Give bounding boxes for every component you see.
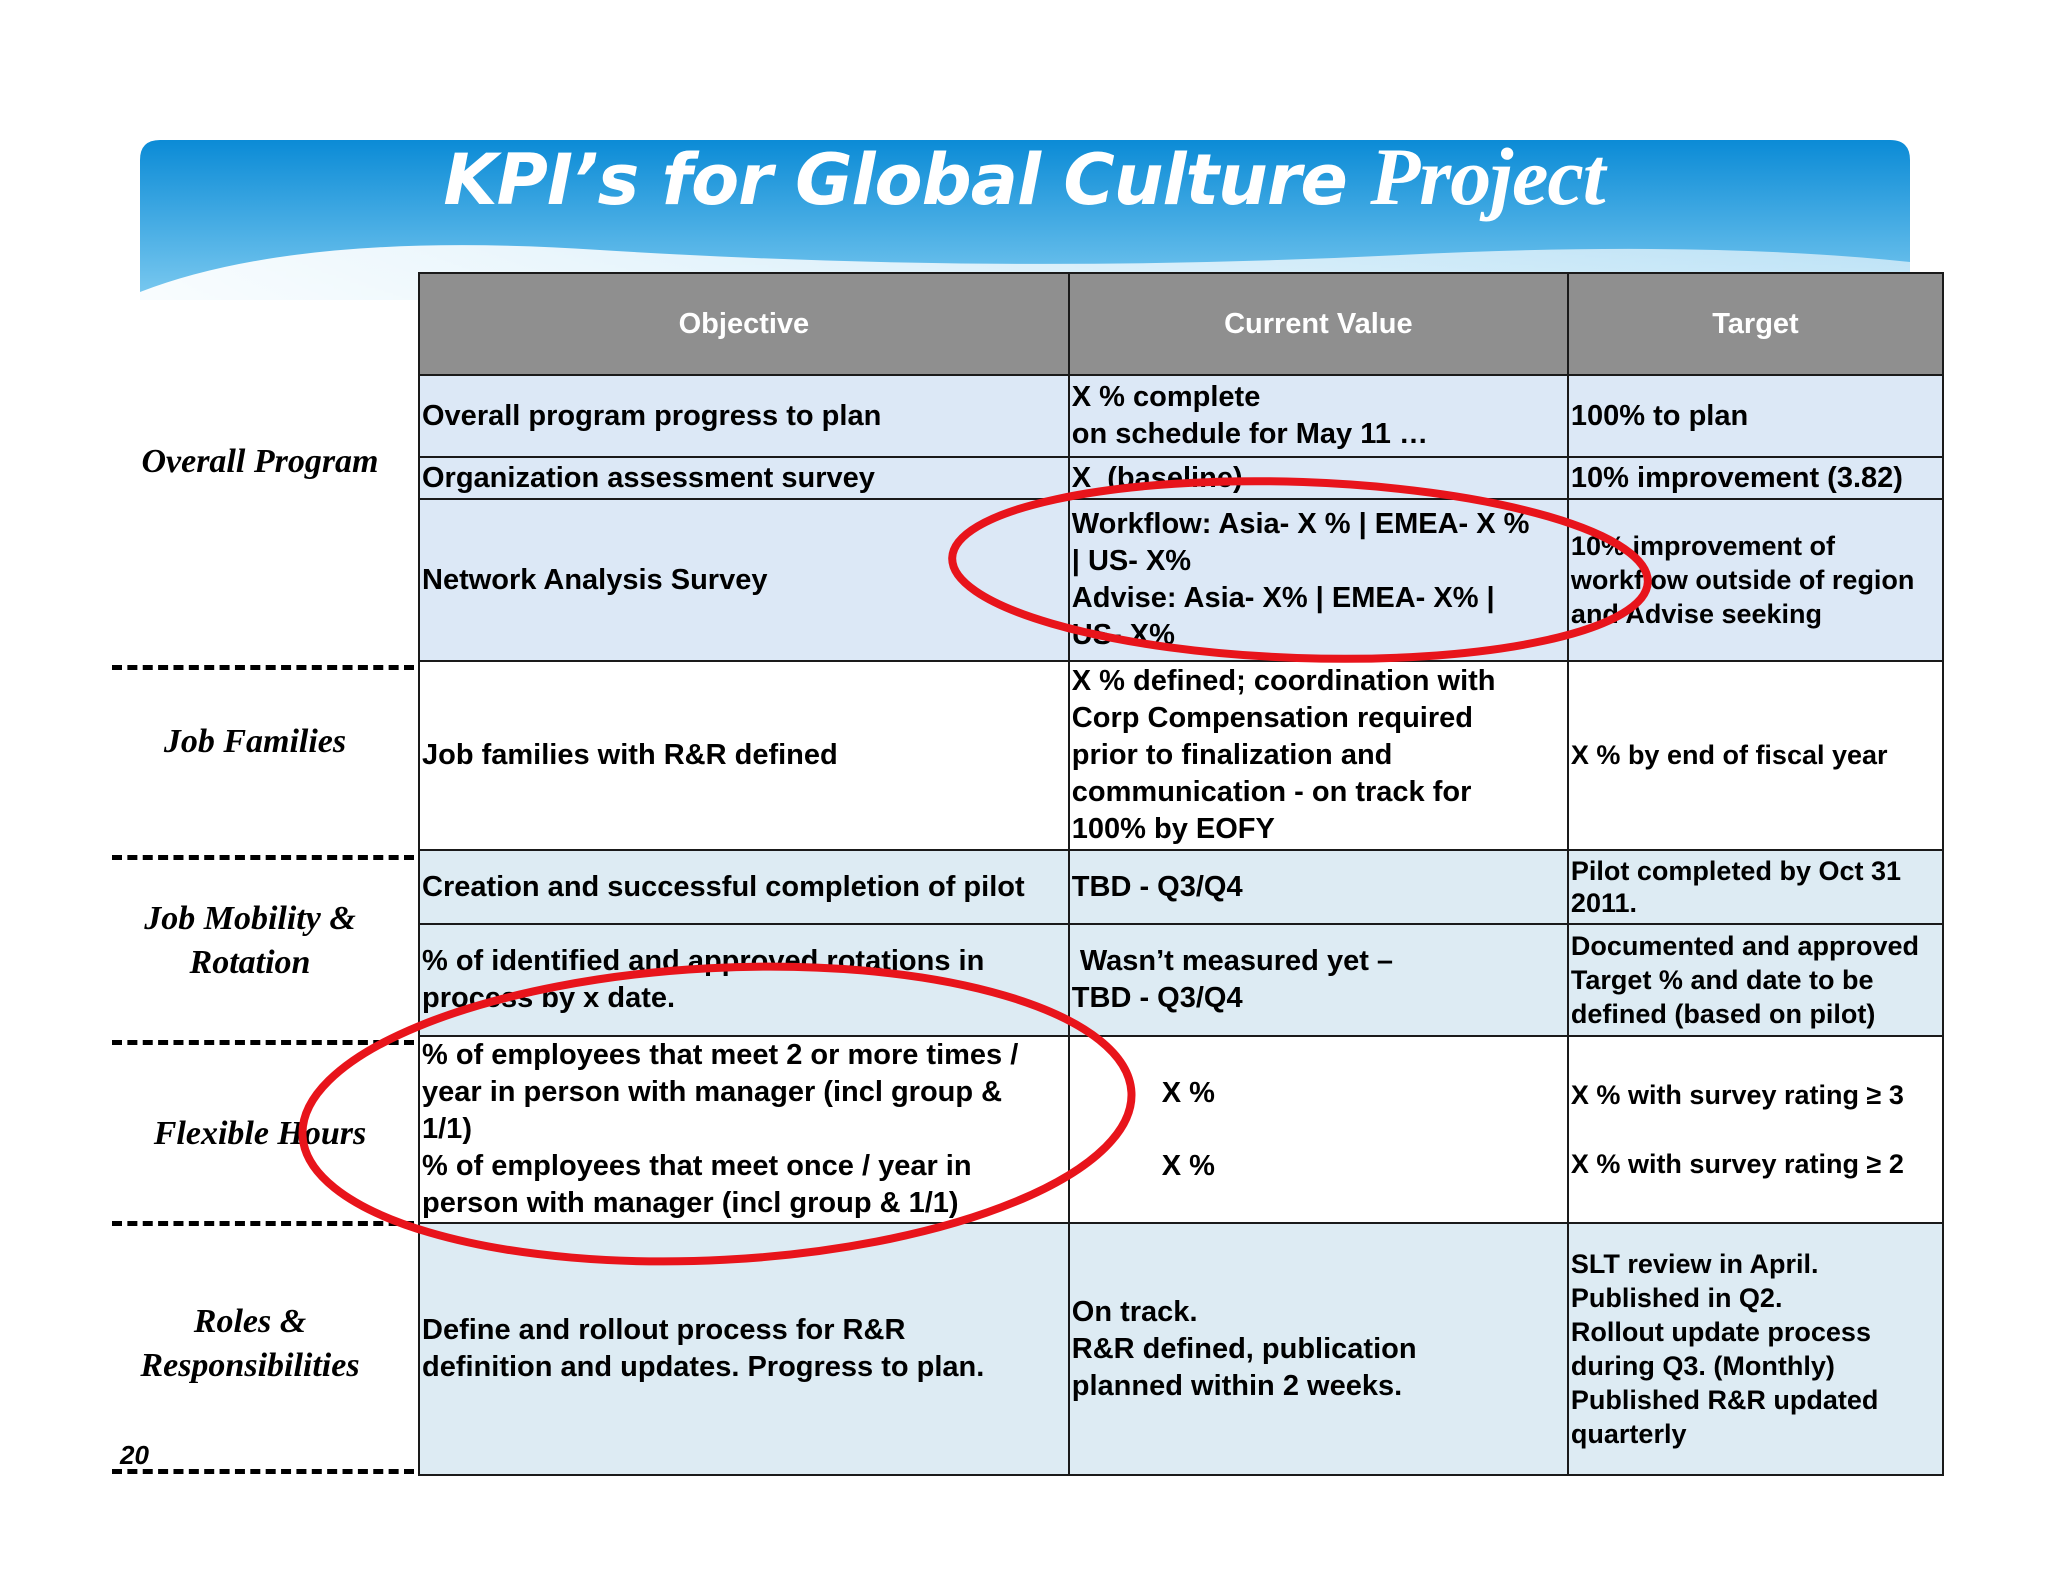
section-overall-program: Overall Program bbox=[141, 443, 379, 480]
current-value-cell bbox=[1069, 661, 1568, 850]
cell-line: definition and updates. Progress to plan. bbox=[422, 1351, 985, 1383]
cell-line: Advise: Asia- X% | EMEA- X% | bbox=[1071, 582, 1495, 614]
current-value-cell bbox=[1069, 850, 1568, 924]
cell-line: planned within 2 weeks. bbox=[1071, 1369, 1403, 1402]
title-emphasis: Project bbox=[1370, 131, 1605, 222]
cell-line: On track. bbox=[1071, 1295, 1198, 1328]
current-value-cell bbox=[1069, 924, 1568, 1036]
cell-line: prior to finalization and bbox=[1071, 739, 1393, 771]
target-cell: 100% to plan bbox=[1568, 375, 1943, 457]
section-divider bbox=[112, 1040, 414, 1045]
section-divider bbox=[112, 855, 414, 860]
cell-line: % of identified and approved rotations in bbox=[422, 945, 985, 977]
objective-cell: Job families with R&R defined bbox=[419, 661, 1069, 850]
cell-line: % of employees that meet once / year in bbox=[422, 1150, 972, 1182]
cell-line: defined (based on pilot) bbox=[1570, 999, 1876, 1029]
cell-line: R&R defined, publication bbox=[1071, 1332, 1417, 1365]
header-objective: Objective bbox=[419, 273, 1069, 375]
cell-line: Workflow: Asia- X % | EMEA- X % bbox=[1071, 508, 1530, 540]
cell-line: during Q3. (Monthly) bbox=[1570, 1351, 1835, 1381]
current-value-cell bbox=[1069, 1036, 1568, 1223]
cell-line: process by x date. bbox=[422, 982, 676, 1014]
cell-line: Documented and approved bbox=[1570, 931, 1919, 961]
cell-line: 2011. bbox=[1570, 888, 1637, 918]
table-row bbox=[419, 375, 1943, 457]
table-row bbox=[419, 924, 1943, 1036]
header-target: Target bbox=[1568, 273, 1943, 375]
cell-line: and Advise seeking bbox=[1570, 599, 1823, 629]
table-row bbox=[419, 1036, 1943, 1223]
cell-line: Published in Q2. bbox=[1570, 1283, 1783, 1313]
cell-line: X % with survey rating ≥ 3 bbox=[1570, 1079, 1904, 1110]
table-row bbox=[419, 661, 1943, 850]
current-value-cell bbox=[1069, 1223, 1568, 1475]
cell-line: person with manager (incl group & 1/1) bbox=[422, 1187, 959, 1219]
cell-line: Pilot completed by Oct 31 bbox=[1570, 856, 1901, 886]
title-main: KPI’s for Global Culture bbox=[443, 139, 1371, 221]
page-title bbox=[0, 130, 2048, 224]
objective-cell: Creation and successful completion of pilot bbox=[419, 850, 1069, 924]
objective-cell: Overall program progress to plan bbox=[419, 375, 1069, 457]
target-cell bbox=[1568, 1223, 1943, 1475]
cell-line: X % with survey rating ≥ 2 bbox=[1570, 1148, 1904, 1179]
objective-cell bbox=[419, 1036, 1069, 1223]
cell-line: Rollout update process bbox=[1570, 1317, 1871, 1347]
cell-line: Define and rollout process for R&R bbox=[422, 1314, 906, 1346]
target-cell bbox=[1568, 924, 1943, 1036]
cell-line: X % bbox=[1161, 1076, 1215, 1109]
objective-cell: Organization assessment survey bbox=[419, 457, 1069, 499]
cell-line: communication - on track for bbox=[1071, 776, 1472, 808]
section-job-families: Job Families bbox=[163, 723, 347, 760]
target-cell: 10% improvement (3.82) bbox=[1568, 457, 1943, 499]
table-header-row bbox=[419, 273, 1943, 375]
target-cell bbox=[1568, 499, 1943, 661]
target-cell: X % by end of fiscal year bbox=[1568, 661, 1943, 850]
header-current-value: Current Value bbox=[1069, 273, 1568, 375]
cell-line: SLT review in April. bbox=[1570, 1249, 1819, 1279]
cell-line: X % bbox=[1161, 1149, 1215, 1182]
cell-line: % of employees that meet 2 or more times / bbox=[422, 1039, 1019, 1071]
table-row bbox=[419, 1223, 1943, 1475]
section-divider bbox=[112, 1221, 414, 1226]
cell-line: US- X% bbox=[1071, 619, 1175, 651]
kpi-table bbox=[418, 272, 1944, 1476]
cell-line: Target % and date to be bbox=[1570, 965, 1874, 995]
cell-line: quarterly bbox=[1570, 1419, 1687, 1449]
table-row bbox=[419, 499, 1943, 661]
target-cell bbox=[1568, 850, 1943, 924]
cell-line: X % defined; coordination with bbox=[1071, 665, 1496, 697]
table-row bbox=[419, 457, 1943, 499]
section-flexible-hours: Flexible Hours bbox=[153, 1115, 367, 1152]
section-job-mobility-rotation: Job Mobility & Rotation bbox=[144, 900, 356, 981]
cell-line: X (baseline) bbox=[1071, 461, 1243, 494]
objective-cell: Network Analysis Survey bbox=[419, 499, 1069, 661]
cell-line: Published R&R updated bbox=[1570, 1385, 1879, 1415]
cell-line: 100% by EOFY bbox=[1071, 813, 1275, 845]
current-value-cell bbox=[1069, 499, 1568, 661]
page-number: 20 bbox=[120, 1440, 149, 1470]
cell-line: workflow outside of region bbox=[1570, 565, 1915, 595]
cell-line: X % complete bbox=[1071, 381, 1261, 413]
cell-line: TBD - Q3/Q4 bbox=[1071, 982, 1243, 1014]
cell-line: Wasn’t measured yet – bbox=[1071, 945, 1394, 977]
cell-line: year in person with manager (incl group & bbox=[422, 1076, 1003, 1108]
current-value-cell bbox=[1069, 375, 1568, 457]
objective-cell bbox=[419, 1223, 1069, 1475]
objective-cell bbox=[419, 924, 1069, 1036]
target-cell bbox=[1568, 1036, 1943, 1223]
table-row bbox=[419, 850, 1943, 924]
cell-line: on schedule for May 11 … bbox=[1071, 418, 1428, 450]
cell-line: Corp Compensation required bbox=[1071, 702, 1473, 734]
section-divider bbox=[112, 1469, 414, 1474]
section-roles-responsibilities: Roles & Responsibilities bbox=[140, 1303, 360, 1384]
cell-line: | US- X% bbox=[1071, 545, 1192, 577]
cell-line: 10% improvement of bbox=[1570, 531, 1835, 561]
current-value-cell bbox=[1069, 457, 1568, 499]
section-divider bbox=[112, 665, 414, 670]
cell-line: TBD - Q3/Q4 bbox=[1071, 870, 1243, 903]
cell-line: 1/1) bbox=[422, 1113, 472, 1145]
